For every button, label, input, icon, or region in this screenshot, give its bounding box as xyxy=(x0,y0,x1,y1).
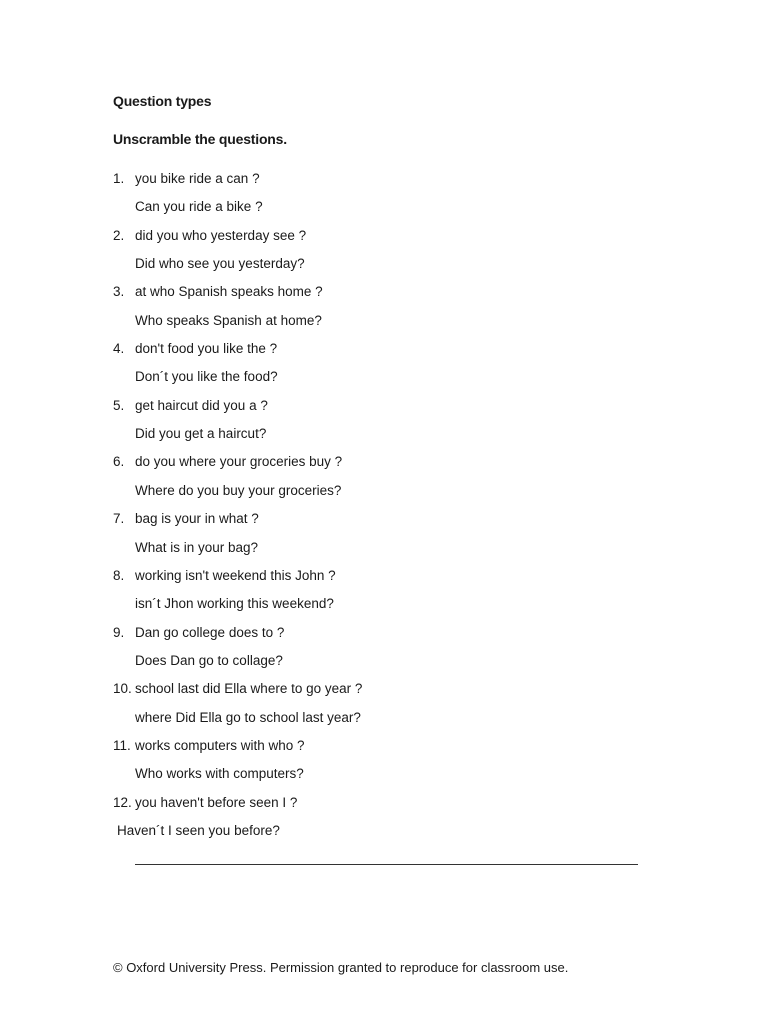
question-item-10 xyxy=(113,679,673,736)
question-item-6 xyxy=(113,452,673,509)
question-item-4 xyxy=(113,339,673,396)
answer-text: Where do you buy your groceries? xyxy=(135,482,342,498)
scrambled-question: don't food you like the ? xyxy=(135,341,278,357)
question-number: 11. xyxy=(113,737,131,753)
question-item-9 xyxy=(113,623,673,680)
question-item-2 xyxy=(113,226,673,283)
answer-text: where Did Ella go to school last year? xyxy=(135,709,361,725)
scrambled-question: at who Spanish speaks home ? xyxy=(135,284,323,300)
question-number: 8. xyxy=(113,567,125,583)
scrambled-question: you haven't before seen I ? xyxy=(135,794,298,810)
question-number: 10. xyxy=(113,681,132,697)
answer-underline xyxy=(135,864,638,865)
question-number: 2. xyxy=(113,227,125,243)
question-item-3 xyxy=(113,282,673,339)
question-item-1 xyxy=(113,169,673,226)
answer-text: Does Dan go to collage? xyxy=(135,652,283,668)
copyright-footer: © Oxford University Press. Permission granted to reproduce for classroom use. xyxy=(113,960,569,975)
question-number: 4. xyxy=(113,341,125,357)
scrambled-question: do you where your groceries buy ? xyxy=(135,454,343,470)
question-number: 5. xyxy=(113,397,125,413)
scrambled-question: Dan go college does to ? xyxy=(135,624,285,640)
scrambled-question: you bike ride a can ? xyxy=(135,171,260,186)
question-item-8 xyxy=(113,566,673,623)
question-item-5 xyxy=(113,396,673,453)
question-list xyxy=(113,169,673,849)
scrambled-question: bag is your in what ? xyxy=(135,511,259,527)
question-number: 12. xyxy=(113,794,132,810)
answer-text: Can you ride a bike ? xyxy=(135,199,263,215)
scrambled-question: working isn't weekend this John ? xyxy=(135,567,336,583)
question-number: 6. xyxy=(113,454,125,470)
question-item-7 xyxy=(113,509,673,566)
question-item-11 xyxy=(113,736,673,793)
answer-text: Who works with computers? xyxy=(135,766,304,782)
scrambled-question: school last did Ella where to go year ? xyxy=(135,681,363,697)
scrambled-question: get haircut did you a ? xyxy=(135,397,268,413)
answer-text: Who speaks Spanish at home? xyxy=(135,312,322,328)
scrambled-question: works computers with who ? xyxy=(135,737,305,753)
answer-text: Did you get a haircut? xyxy=(135,426,267,442)
question-number: 3. xyxy=(113,284,125,300)
question-number: 9. xyxy=(113,624,125,640)
scrambled-question: did you who yesterday see ? xyxy=(135,227,307,243)
question-item-12 xyxy=(113,793,673,850)
answer-text: isn´t Jhon working this weekend? xyxy=(135,596,334,612)
worksheet-instruction: Unscramble the questions. xyxy=(113,131,287,147)
worksheet-title: Question types xyxy=(113,93,212,109)
answer-text: Haven´t I seen you before? xyxy=(117,822,280,838)
question-number: 7. xyxy=(113,511,125,527)
question-number: 1. xyxy=(113,171,125,186)
answer-text: Don´t you like the food? xyxy=(135,369,278,385)
answer-text: What is in your bag? xyxy=(135,539,259,555)
answer-text: Did who see you yesterday? xyxy=(135,256,305,272)
